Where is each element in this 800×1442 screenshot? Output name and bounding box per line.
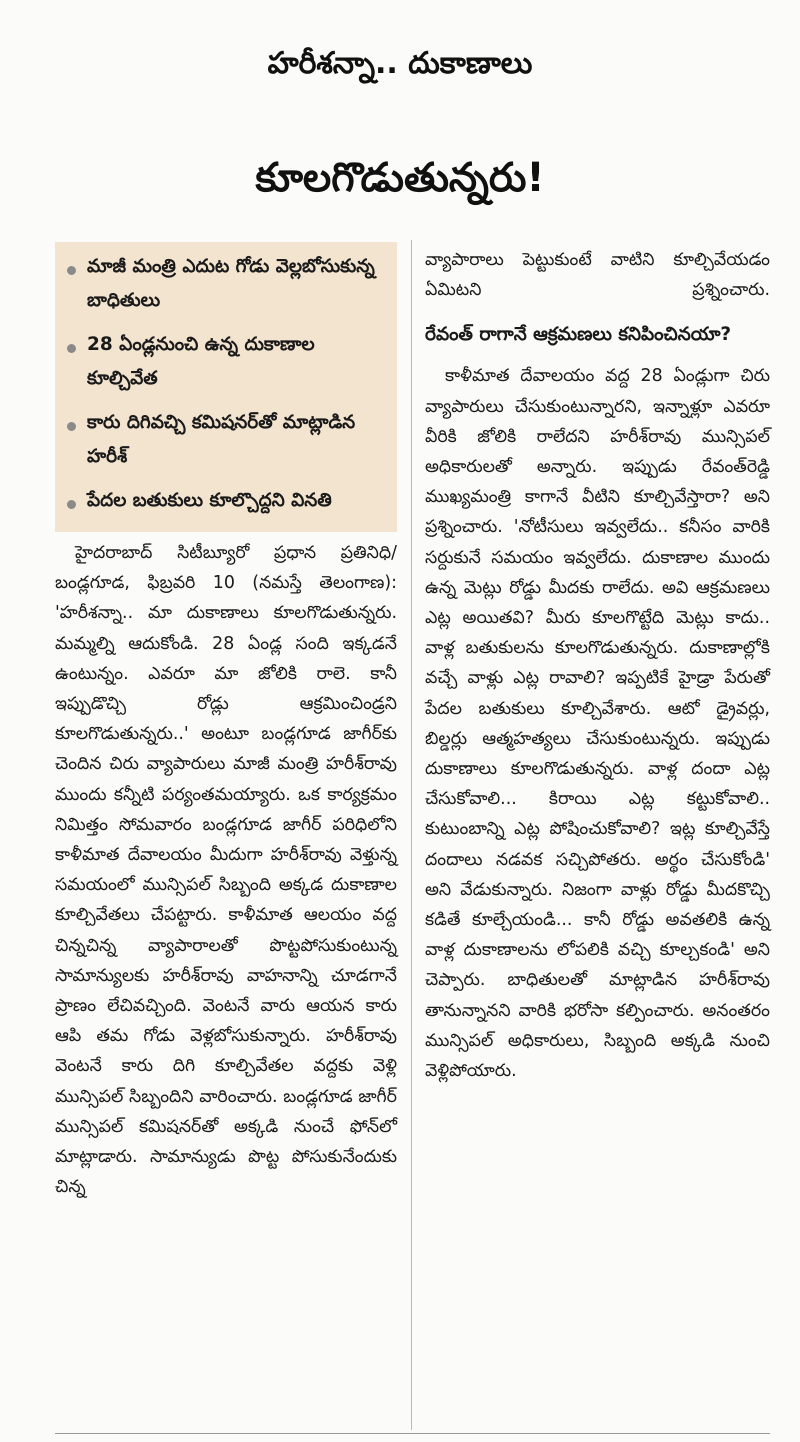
article-subheading: రేవంత్‌ రాగానే ఆక్రమణలు కనిపించినయా? [425, 324, 732, 346]
headline-line-1: హరీశన్నా.. దుకాణాలు [267, 46, 533, 81]
bullet-dot-icon [67, 344, 76, 353]
highlight-item [65, 484, 389, 518]
bullet-dot-icon [67, 500, 76, 509]
bullet-dot-icon [67, 266, 76, 275]
highlights-list [55, 242, 397, 518]
highlight-item [65, 250, 389, 318]
bottom-rule [55, 1433, 770, 1434]
highlight-text: పేదల బతుకులు కూల్చొద్దని వినతి [87, 490, 332, 511]
highlights-box [55, 242, 397, 532]
column-divider [411, 240, 412, 1430]
article-body-paragraph: హైదరాబాద్‌ సిటీబ్యూరో ప్రధాన ప్రతినిధి/బండ్లగూడ, ఫిబ్రవరి 10 (నమస్తే తెలంగాణ): 'హరీశన్నా.. మా దుకాణాలు కూలగొడుతున్నరు. మమ్మల్ని ఆదుకోండి. 28 ఏండ్ల సంది ఇక్కడనే ఉంటున్నం. ఎవరూ మా జోలికి రాలె. కానీ ఇప్పుడొచ్చి రోడ్లు ఆక్రమించిండ్రని కూలగొడుతున్నరు..' అంటూ బండ్లగూడ జాగీర్‌కు చెందిన చిరు వ్యాపారులు మాజీ మంత్రి హరీశ్‌రావు ముందు కన్నీటి పర్యంతమయ్యారు. ఒక కార్యక్రమం నిమిత్తం సోమవారం బండ్లగూడ జాగీర్‌ పరిధిలోని కాళీమాత దేవాలయం మీదుగా హరీశ్‌రావు వెళ్తున్న సమయంలో మున్సిపల్‌ సిబ్బంది అక్కడ దుకాణాల కూల్చివేతలు చేపట్టారు. కాళీమాత ఆలయం వద్ద చిన్నచిన్న వ్యాపారాలతో పొట్టపోసుకుంటున్న సామాన్యులకు హరీశ్‌రావు వాహనాన్ని చూడగానే ప్రాణం లేచివచ్చింది. వెంటనే వారు ఆయన కారు ఆపి తమ గోడు వెళ్లబోసుకున్నారు. హరీశ్‌రావు వెంటనే కారు దిగి కూల్చివేతల వద్దకు వెళ్లి మున్సిపల్‌ సిబ్బందిని వారించారు. బండ్లగూడ జాగీర్‌ మున్సిపల్‌ కమిషనర్‌తో అక్కడి నుంచే ఫోన్‌లో మాట్లాడారు. సామాన్యుడు పొట్ట పోసుకునేందుకు చిన్న [55, 543, 397, 1198]
headline-line-2: కూలగొడుతున్నరు! [255, 155, 545, 201]
bullet-dot-icon [67, 422, 76, 431]
highlight-item [65, 328, 389, 396]
highlight-text: కారు దిగివచ్చి కమిషనర్‌తో మాట్లాడిన హరీశ్‌ [87, 412, 356, 467]
highlight-text: మాజీ మంత్రి ఎదుట గోడు వెల్లబోసుకున్న బాధితులు [87, 256, 375, 311]
article-right-column [425, 245, 770, 1430]
article-continuation-paragraph: వ్యాపారాలు పెట్టుకుంటే వాటిని కూల్చివేయడం ఏమిటని ప్రశ్నించారు. [425, 250, 770, 301]
article-body-paragraph: కాళీమాత దేవాలయం వద్ద 28 ఏండ్లుగా చిరు వ్యాపారులు చేసుకుంటున్నారని, ఇన్నాళ్లూ ఎవరూ వీరికి జోలికి రాలేదని హరీశ్‌రావు మున్సిపల్‌ అధికారులతో అన్నారు. ఇప్పుడు రేవంత్‌రెడ్డి ముఖ్యమంత్రి కాగానే వీటిని కూల్చివేస్తారా? అని ప్రశ్నించారు. 'నోటీసులు ఇవ్వలేదు.. కనీసం వారికి సర్దుకునే సమయం ఇవ్వలేదు. దుకాణాల ముందు ఉన్న మెట్లు రోడ్డు మీదకు రాలేదు. అవి ఆక్రమణలు ఎట్ల అయితవి? మీరు కూలగొట్టేది మెట్లు కాదు.. వాళ్ల బతుకులను కూలగొడుతున్నరు. దుకాణాల్లోకి వచ్చే వాళ్లు ఎట్ల రావాలి? ఇప్పటికే హైడ్రా పేరుతో పేదల బతుకులు కూల్చివేశారు. ఆటో డ్రైవర్లు, బిల్డర్లు ఆత్మహత్యలు చేసుకుంటున్నరు. ఇప్పుడు దుకాణాలు కూలగొడుతున్నరు. వాళ్ల దందా ఎట్ల చేసుకోవాలి... కిరాయి ఎట్ల కట్టుకోవాలి.. కుటుంబాన్ని ఎట్ల పోషించుకోవాలి? ఇట్ల కూల్చివేస్తే దందాలు నడవక సచ్చిపోతరు. అర్థం చేసుకోండి' అని వేడుకున్నారు. నిజంగా వాళ్లు రోడ్డు మీదకొచ్చి కడితే కూల్చేయండి... కానీ రోడ్డు అవతలికి ఉన్న వాళ్ల దుకాణాలను లోపలికి వచ్చి కూల్చకండి' అని చెప్పారు. బాధితులతో మాట్లాడిన హరీశ్‌రావు తానున్నానని వారికి భరోసా కల్పించారు. అనంతరం మున్సిపల్‌ అధికారులు, సిబ్బంది అక్కడి నుంచి వెళ్లిపోయారు. [425, 366, 770, 1082]
highlight-item [65, 406, 389, 474]
article-left-column [55, 538, 397, 1428]
highlight-text: 28 ఏండ్లనుంచి ఉన్న దుకాణాల కూల్చివేత [87, 334, 315, 389]
